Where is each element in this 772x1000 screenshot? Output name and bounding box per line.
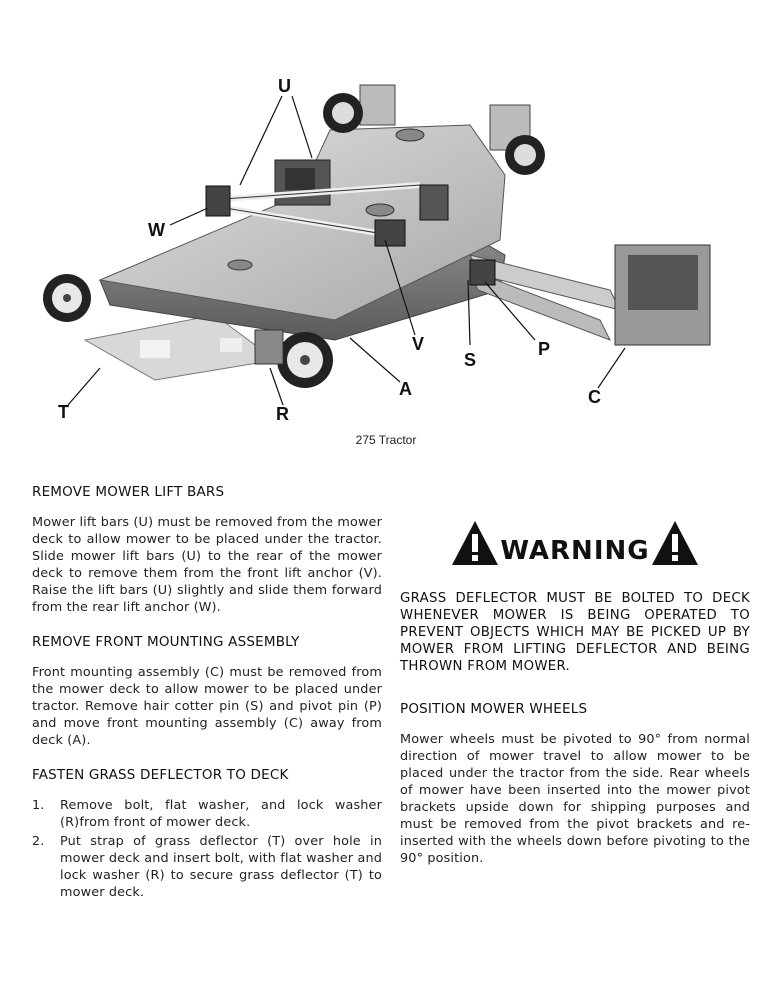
mower-illustration [0, 0, 772, 470]
left-column [32, 484, 382, 903]
front-mounting-heading: REMOVE FRONT MOUNTING ASSEMBLY [32, 634, 300, 650]
callout-t: T [58, 402, 69, 422]
front-mounting-assembly [470, 245, 710, 345]
lift-bars-heading: REMOVE MOWER LIFT BARS [32, 484, 225, 500]
callout-p: P [538, 339, 551, 359]
step-number: 1. [32, 798, 45, 813]
warning-triangle-icon [451, 520, 499, 566]
step-text: Put strap of grass deflector (T) over hole in mower deck and insert bolt, with flat washer and lock washer (R) to secure grass deflector (T) to mower deck. [60, 834, 382, 900]
callout-r: R [276, 404, 289, 424]
figure-caption: 275 Tractor [355, 433, 417, 447]
callout-v: V [412, 334, 425, 354]
callout-w: W [148, 220, 165, 240]
step-number: 2. [32, 834, 45, 849]
callout-c: C [588, 387, 601, 407]
mower-wheels-heading: POSITION MOWER WHEELS [400, 701, 588, 717]
step-item [32, 833, 382, 901]
mower-deck-drawing [0, 0, 772, 470]
warning-triangle-icon [651, 520, 699, 566]
lift-bars-body: Mower lift bars (U) must be removed from the mower deck to allow mower to be placed under the tractor. Slide mower lift bars (U) to the rear of the mower deck to remove them from the front lift anchor (V). Raise the lift bars (U) slightly and slide them forward from the rear lift anchor (W). [32, 515, 382, 615]
callout-u: U [278, 76, 291, 96]
step-item [32, 797, 382, 831]
warning-text: GRASS DEFLECTOR MUST BE BOLTED TO DECK WHENEVER MOWER IS BEING OPERATED TO PREVENT OBJECTS WHICH MAY BE PICKED UP BY MOWER FROM LIFTING DEFLECTOR AND BEING THROWN FROM MOWER. [400, 591, 750, 674]
grass-deflector-heading: FASTEN GRASS DEFLECTOR TO DECK [32, 767, 289, 783]
grass-deflector-steps [32, 797, 382, 901]
callout-s: S [464, 350, 477, 370]
right-column [400, 510, 750, 885]
warning-label: WARNING [500, 536, 650, 566]
warning-banner [400, 510, 750, 566]
front-mounting-body: Front mounting assembly (C) must be removed from the mower deck to allow mower to be placed under tractor. Remove hair cotter pin (S) and pivot pin (P) and move front mounting assembly (C) away from deck (A). [32, 665, 382, 748]
step-text: Remove bolt, flat washer, and lock washer (R)from front of mower deck. [60, 798, 382, 830]
mower-wheels-body: Mower wheels must be pivoted to 90° from normal direction of mower travel to allow mower to be placed under the tractor from the side. Rear wheels of mower have been inserted into the mower pivot brackets upside down for shipping purposes and must be removed from the pivot brackets and re-inserted with the wheels down before pivoting to the 90° position. [400, 732, 750, 866]
callout-a: A [399, 379, 412, 399]
